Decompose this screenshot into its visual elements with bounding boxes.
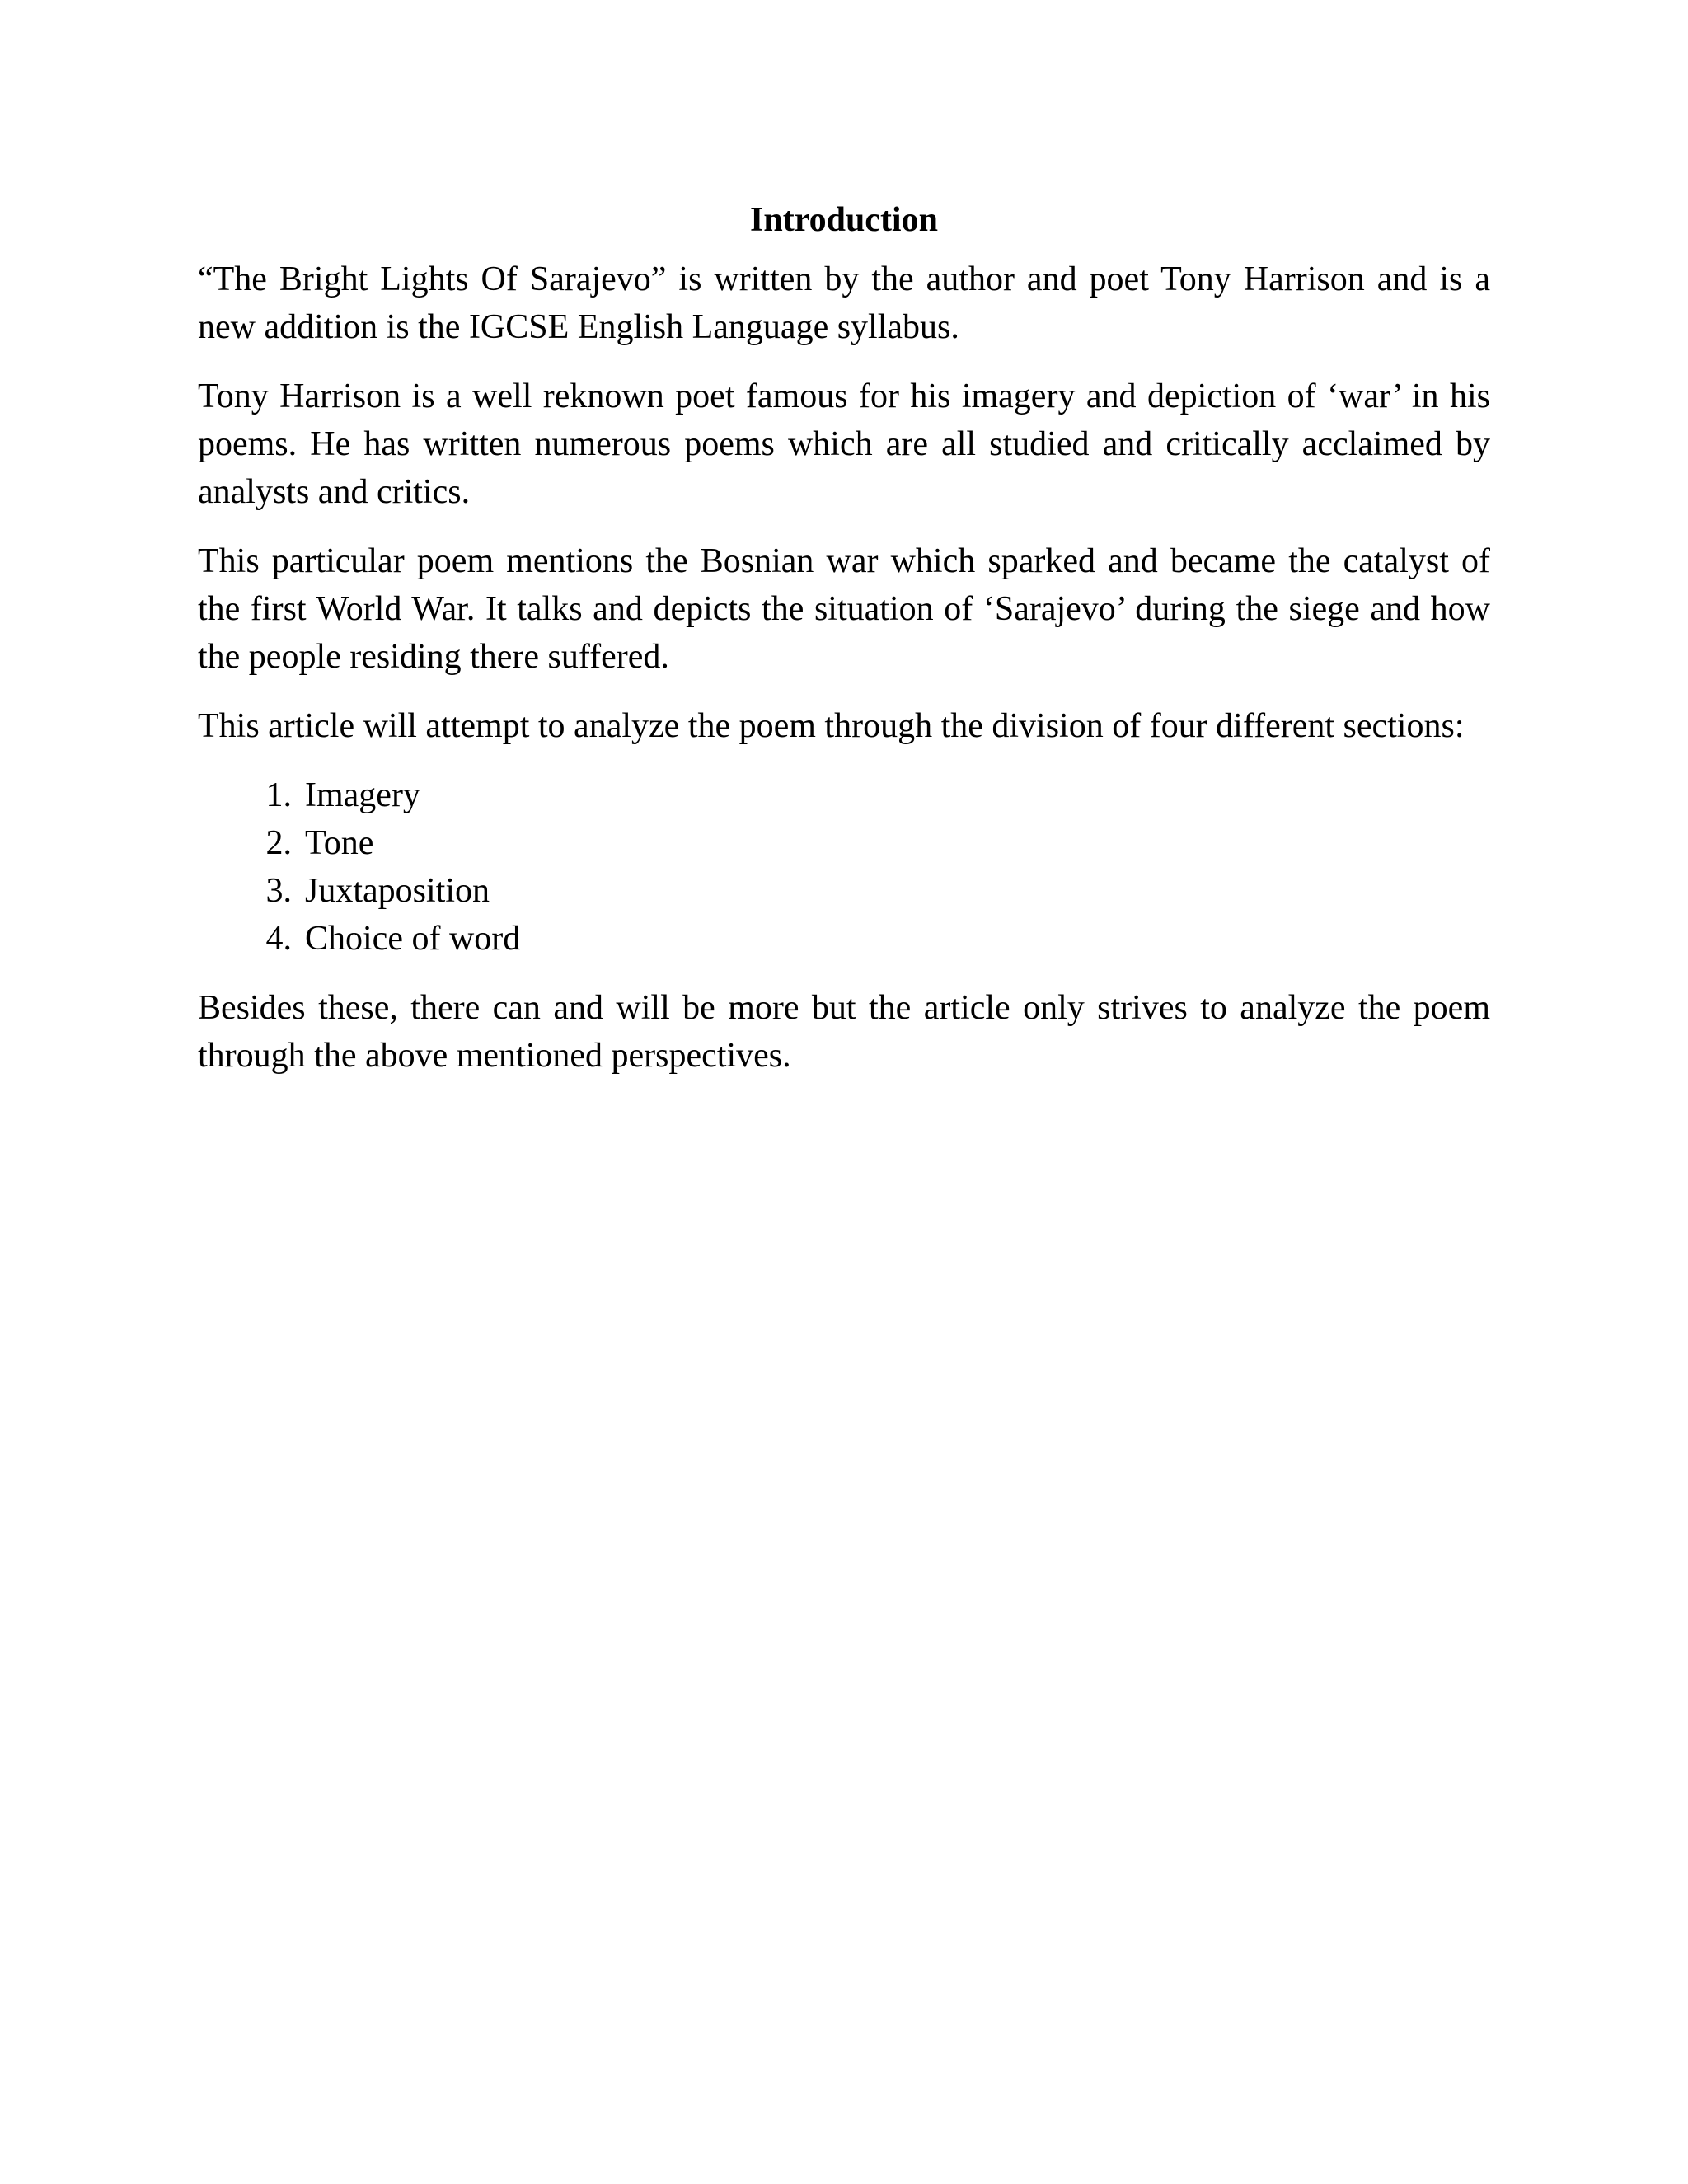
list-item	[198, 915, 1490, 963]
list-item-text: Choice of word	[305, 920, 521, 958]
list-item-number: 1.	[265, 776, 292, 814]
list-item	[198, 771, 1490, 819]
list-item	[198, 819, 1490, 867]
page-title: Introduction	[750, 201, 938, 239]
document-body	[198, 191, 1490, 1101]
list-item-text: Imagery	[305, 776, 420, 814]
list-item-number: 4.	[265, 920, 292, 958]
paragraph-intro: “The Bright Lights Of Sarajevo” is written by the author and poet Tony Harrison and is a new addition is the IGCSE English Language syllabus.	[198, 260, 1490, 346]
sections-list	[198, 771, 1490, 963]
list-item-number: 2.	[265, 824, 292, 862]
list-item-text: Juxtaposition	[305, 872, 490, 910]
paragraph-article-purpose: This article will attempt to analyze the poem through the division of four different sections:	[198, 707, 1465, 745]
list-item-text: Tone	[305, 824, 374, 862]
list-item-number: 3.	[265, 872, 292, 910]
list-item	[198, 867, 1490, 915]
paragraph-closing: Besides these, there can and will be more but the article only strives to analyze the poem through the above mentioned perspectives.	[198, 989, 1490, 1075]
paragraph-poem-context: This particular poem mentions the Bosnian war which sparked and became the catalyst of the first World War. It talks and depicts the situation of ‘Sarajevo’ during the siege and how the people residing there suffered.	[198, 542, 1490, 676]
paragraph-author: Tony Harrison is a well reknown poet famous for his imagery and depiction of ‘war’ in his poems. He has written numerous poems which are all studied and critically acclaimed by analysts and critics.	[198, 377, 1490, 511]
